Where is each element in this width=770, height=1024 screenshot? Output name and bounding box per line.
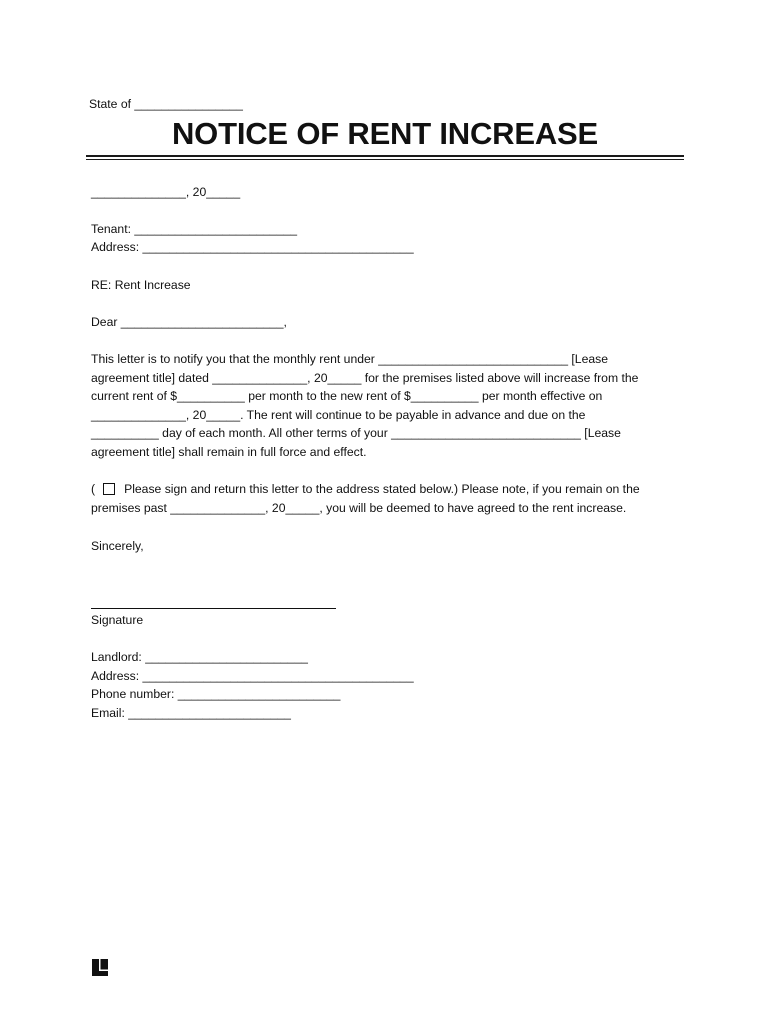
- return-paragraph: [91, 480, 640, 517]
- landlord-address-field[interactable]: Address: ________________________________________: [91, 669, 414, 683]
- body-line: agreement title] shall remain in full force and effect.: [91, 444, 367, 459]
- body-line: ______________, 20_____. The rent will continue to be payable in advance and due on the: [91, 407, 586, 422]
- body-line: agreement title] dated ______________, 20_____ for the premises listed above will increase from the: [91, 370, 639, 385]
- landlord-field[interactable]: Landlord: ________________________: [91, 650, 308, 664]
- document-logo-icon: [91, 958, 109, 977]
- return-line-2: premises past ______________, 20_____, you will be deemed to have agreed to the rent increase.: [91, 500, 627, 515]
- email-field[interactable]: Email: ________________________: [91, 706, 291, 720]
- body-paragraph: [91, 350, 638, 462]
- page-title: NOTICE OF RENT INCREASE: [172, 116, 598, 151]
- tenant-field[interactable]: Tenant: ________________________: [91, 222, 298, 236]
- body-line: This letter is to notify you that the monthly rent under ____________________________ [Lease: [91, 352, 608, 366]
- phone-field[interactable]: Phone number: ________________________: [91, 687, 341, 701]
- open-paren: (: [91, 482, 96, 496]
- title-divider-thin: [86, 159, 684, 160]
- state-field[interactable]: State of ________________: [89, 97, 243, 111]
- return-checkbox[interactable]: [103, 483, 115, 495]
- signature-line[interactable]: [91, 608, 336, 609]
- tenant-address-field[interactable]: Address: ________________________________________: [91, 240, 414, 254]
- body-line: current rent of $__________ per month to the new rent of $__________ per month effective on: [91, 389, 603, 404]
- re-line: RE: Rent Increase: [91, 278, 191, 292]
- salutation-field[interactable]: Dear ________________________,: [91, 315, 287, 329]
- return-text: Please sign and return this letter to the address stated below.) Please note, if you remain on the: [124, 482, 640, 496]
- date-field[interactable]: ______________, 20_____: [91, 185, 241, 199]
- body-line: __________ day of each month. All other terms of your ____________________________ [Lease: [91, 426, 621, 441]
- return-line: [91, 480, 640, 499]
- closing: Sincerely,: [91, 539, 144, 553]
- signature-label: Signature: [91, 613, 144, 627]
- title-divider-thick: [86, 155, 684, 157]
